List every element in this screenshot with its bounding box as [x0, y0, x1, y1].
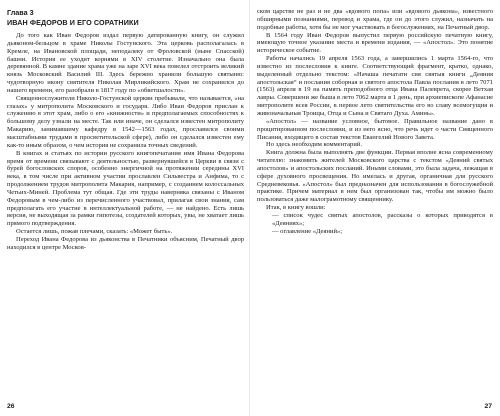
paragraph: «Апостол» — название условное, бытовое. Правильное название дано в процитированном послесловии, и из него ясно, что речь идет о части Священного Писания, входящего в состав текстов Евангелий Нового Завета.	[257, 117, 493, 141]
left-page-text	[7, 32, 244, 252]
right-page-text	[257, 8, 493, 235]
paragraph: Работы начались 19 апреля 1563 года, а завершились 1 марта 1564-го, что известно из послесловия к книге. Соответствующий фрагмент, кратко, однако, выделенный отдельно текстом: «Начаша печатати сия святыя книги „Деяния апостольская“ и послания соборная и святого апостола Павла послания в лето 7071 (1563) апреля в 19 на память преподобного отца Ивана Палеврета, скорее Ветхая лавры. Совершени же быша в лето 7062 марта в 1 день, при архиепископе Афанасие митрополите всея России, в первое лето святительства его во славу всемогущия и живоначальныя Троицы, Отца и Сына и Святаго Духа. Аминь».	[257, 55, 493, 117]
paragraph: Переход Ивана Федорова из дьяконства в Печатники объясним, Печатный двор находился в центре Москов-	[7, 235, 244, 251]
paragraph: Священнослужители Николо-Гостунской церкви пребывали, что называется, «на глазах» у митрополита Московского и государя. Либо Иван Федоров прислан к служению в этот храм, либо о его «книжности» и предполагаемых способностях к большому делу узнали на месте. Так или иначе, он сделался известен митрополиту Макарию, занимавшему кафедру в 1542—1563 годах, прославился своими масштабными трудами в просветительской сфере), либо он сделался известен ему как-то иным образом, о чем история не сохранила точных сведений.	[7, 94, 244, 149]
chapter-label: Глава 3	[7, 8, 34, 17]
list-item: — список чудес святых апостолов, рассказы о которых приводятся в «Деяниях»;	[272, 211, 493, 227]
page-number-left: 26	[7, 403, 15, 410]
chapter-title: ИВАН ФЕДОРОВ И ЕГО СОРАТНИКИ	[7, 18, 139, 27]
paragraph: Остается лишь, пожав плечами, сказать: «Может быть».	[16, 228, 173, 236]
page-number-right: 27	[484, 403, 492, 410]
paragraph: Итак, в книгу вошли:	[266, 204, 326, 212]
paragraph: В 1564 году Иван Федоров выпустил первую российскую печатную книгу, имеющую точное указание места и времени издания, — «Апостол». Это понятие историческое событие.	[257, 31, 493, 55]
paragraph: Но здесь необходим комментарий.	[266, 141, 362, 149]
paragraph: До того как Иван Федоров издал первую датированную книгу, он служил дьяконом-бельцом в храме Николы Гостунского. Эта церковь располагалась в Кремле, на Ивановской площади, неподалеку от Фроловской (ныне Спасской) башни. История ее уходит корнями в XIV столетие. Изначально она была деревянной. В камне здание храма уже на заре XVI века повелел отстроить великий князь Московский Василий III. Здесь бережно хранили большую святыню: чудотворную икону святителя Николая Мирликийского. Храм не сохранился до нашего времени, его разобрали в 1817 году по «обветшалости».	[7, 32, 244, 94]
paragraph: ском царстве не раз и не два «вдового попа» или «вдового дьякона», известного обширными познаниями, перевод и храма, где он до этого служил, назначать на подобные работы, хотя бы не мог участвовать в богослужениях, на Печатный двор.	[257, 8, 493, 31]
paragraph: Книга должна была выполнять две функции. Первая вполне ясна современному читателю: знакомить жителей Московского царства с текстом «Деяний святых апостолов» и апостольских посланий. Иными словами, это была задача, лежащая в сфере духовного просвещения. Но имелась и другая, органичная для русского Средневековья. «Апостол» был предназначен для использования в богослужебной практике. Причем материал в нем был организован так, чтобы им можно было пользоваться даже малограмотному священнику.	[257, 149, 493, 204]
list-item: — оглавление «Деяний»;	[272, 227, 343, 235]
right-page	[250, 0, 500, 416]
paragraph: В книгах и статьях по истории русского книгопечатания имя Ивана Федорова время от времени связывают с деятельностью, развернувшейся в Церкви в связи с бурей богословских споров, особенно энергичной на протяжении середины XVI века, в том числе при активном участии прославлен Сильвестра и Анфима, то с продолжением трудов митрополита Макария, например, с созданием колоссальных Четьих-Миней. Проблема тут общая. Где эти труды наверняка связаны с Иваном Федоровым в чем-либо из перечисленного участвовал, прилагая свои знания, сам предполагать его участие в интеллектуальной работе, — не найдено. Есть лишь версия, не выходящая за рамки гипотезы, создателей которых, увы, не хватает лишь прямого подтверждения.	[7, 149, 244, 228]
